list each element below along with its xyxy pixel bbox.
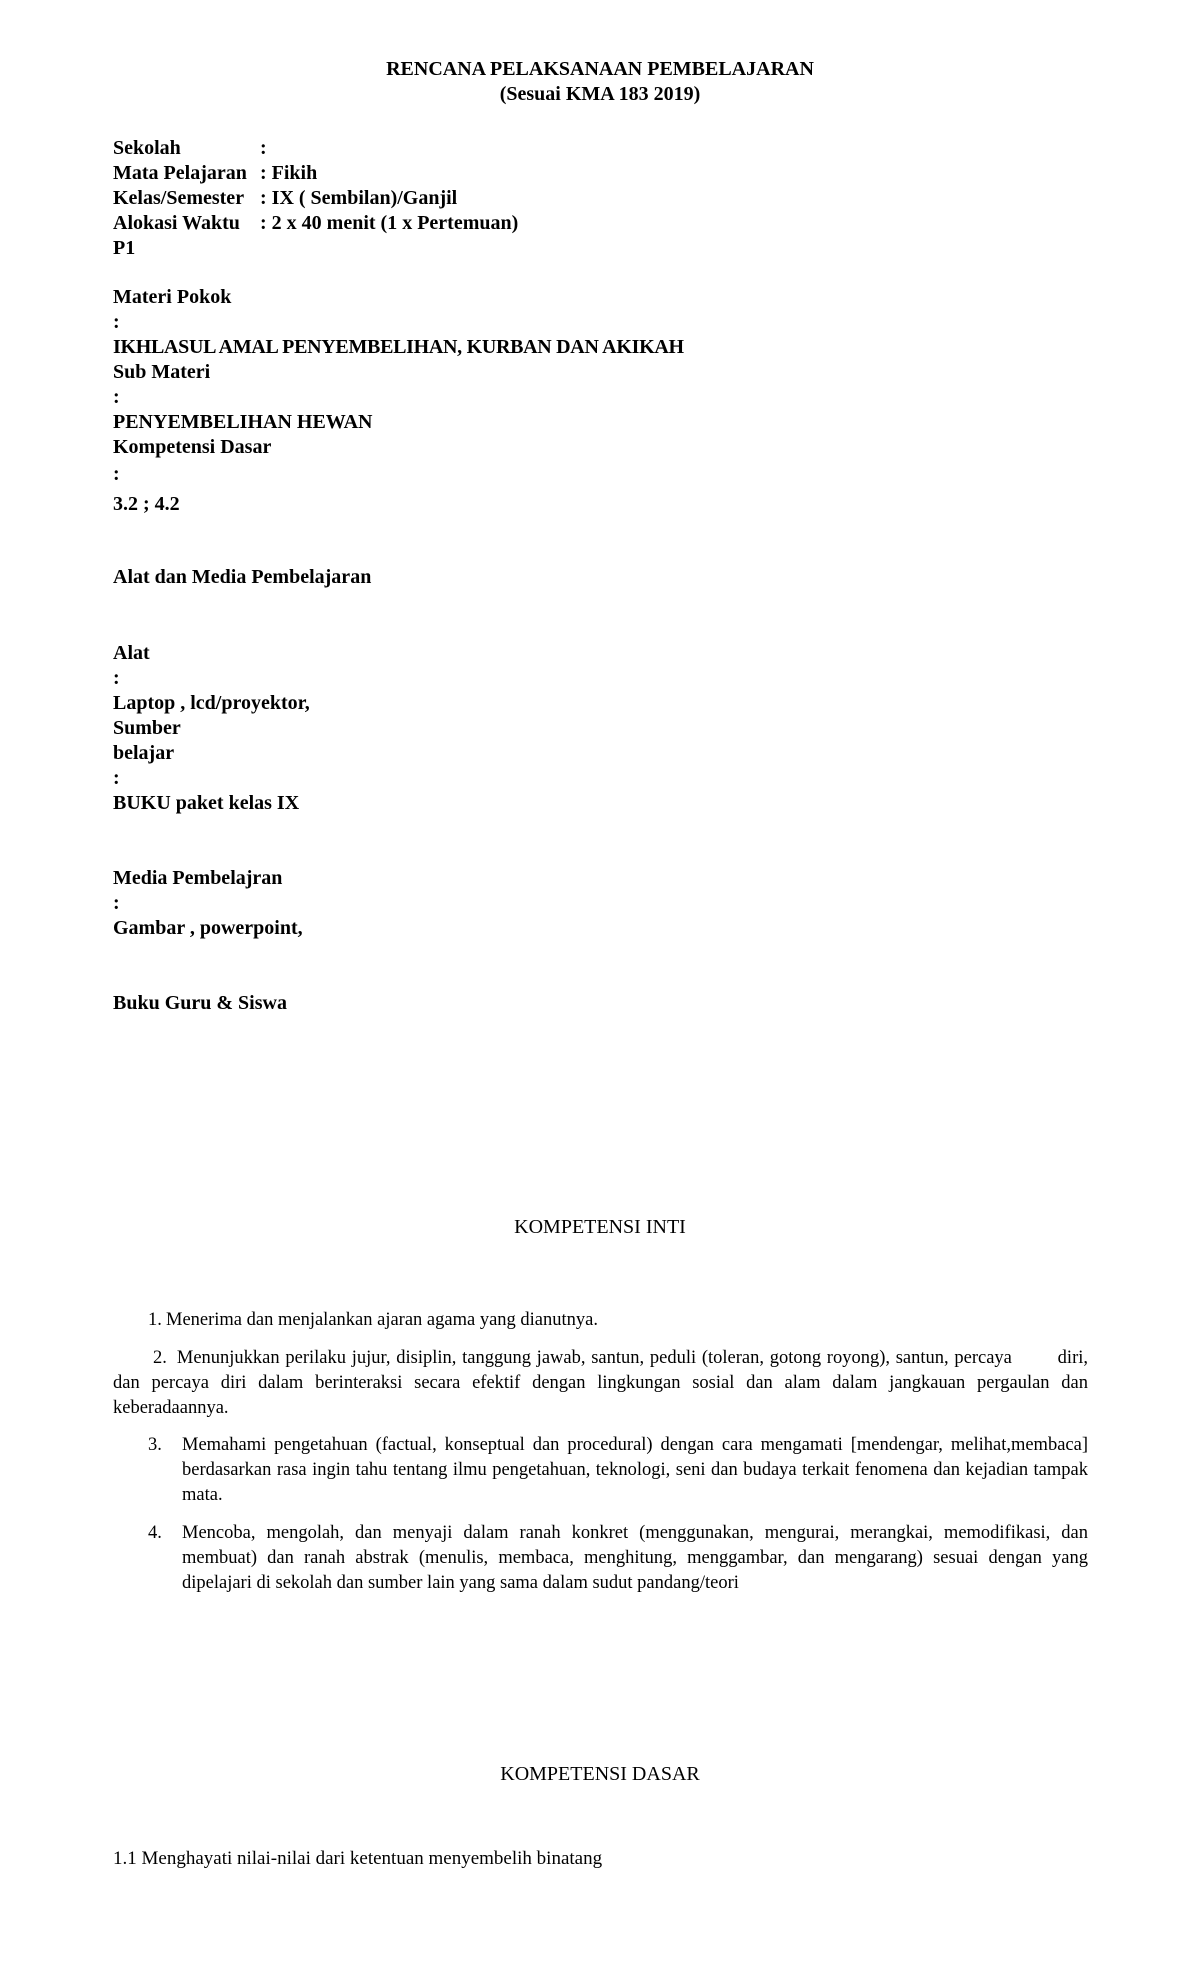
sekolah-label: Sekolah <box>113 137 181 159</box>
mapel-label: Mata Pelajaran <box>113 162 247 184</box>
media-heading: Alat dan Media Pembelajaran <box>113 566 372 588</box>
document-subtitle: (Sesuai KMA 183 2019) <box>499 83 701 105</box>
kd-label: Kompetensi Dasar <box>113 436 272 458</box>
kelas-row <box>113 186 457 210</box>
mapel-value: : Fikih <box>260 162 318 184</box>
kelas-value: : IX ( Sembilan)/Ganjil <box>260 187 458 209</box>
media-value: Gambar , powerpoint, <box>113 917 303 939</box>
materi-pokok-colon: : <box>113 311 120 333</box>
kd-item-1: 1.1 Menghayati nilai-nilai dari ketentuan menyembelih binatang <box>113 1848 603 1869</box>
ki-item-2 <box>113 1346 1093 1421</box>
kompetensi-inti-heading: KOMPETENSI INTI <box>514 1216 686 1238</box>
ki-item-1 <box>148 1308 1088 1333</box>
sumber-label-2: belajar <box>113 742 175 764</box>
ki-item-number: 4. <box>148 1523 162 1543</box>
ki-item-3 <box>148 1433 1088 1508</box>
sub-materi-colon: : <box>113 386 120 408</box>
ki-item-number: 1. <box>148 1310 162 1330</box>
ki-item-text: Menunjukkan perilaku jujur, disiplin, tanggung jawab, santun, peduli (toleran, gotong royong), santun, percaya diri, dan percaya diri dalam berinteraksi secara efektif dengan lingkungan sosial dan alam dalam jangkauan pergaulan dan keberadaannya. <box>113 1348 1093 1418</box>
sekolah-row <box>113 136 267 160</box>
ki-item-text: Mencoba, mengolah, dan menyaji dalam ranah konkret (menggunakan, mengurai, merangkai, memodifikasi, dan membuat) dan ranah abstrak (menulis, membaca, menghitung, menggambar, dan mengarang) sesuai dengan yang dipelajari di sekolah dan sumber lain yang sama dalam sudut pandang/teori <box>182 1523 1088 1593</box>
buku-value: Buku Guru & Siswa <box>113 992 287 1014</box>
ki-item-text: Menerima dan menjalankan ajaran agama yang dianutnya. <box>166 1310 598 1330</box>
document-title: RENCANA PELAKSANAAN PEMBELAJARAN <box>386 58 814 80</box>
sub-materi-label: Sub Materi <box>113 361 211 383</box>
alat-colon: : <box>113 667 120 689</box>
media-label: Media Pembelajran <box>113 867 283 889</box>
mapel-row <box>113 161 317 185</box>
materi-pokok-value: IKHLASUL AMAL PENYEMBELIHAN, KURBAN DAN AKIKAH <box>113 336 684 358</box>
alokasi-value: : 2 x 40 menit (1 x Pertemuan) <box>260 212 519 234</box>
alat-label: Alat <box>113 642 150 664</box>
ki-item-4 <box>148 1521 1088 1596</box>
ki-item-number: 2. <box>153 1348 167 1368</box>
sekolah-colon: : <box>260 137 267 159</box>
ki-item-text: Memahami pengetahuan (factual, konseptual dan procedural) dengan cara mengamati [mendengar, melihat,membaca] berdasarkan rasa ingin tahu tentang ilmu pengetahuan, teknologi, seni dan budaya terkait fenomena dan kejadian tampak mata. <box>182 1435 1088 1505</box>
sub-materi-value: PENYEMBELIHAN HEWAN <box>113 411 373 433</box>
kompetensi-dasar-heading: KOMPETENSI DASAR <box>500 1763 700 1785</box>
pertemuan-label: P1 <box>113 237 136 259</box>
materi-pokok-label: Materi Pokok <box>113 286 232 308</box>
sumber-value: BUKU paket kelas IX <box>113 792 300 814</box>
media-colon: : <box>113 892 120 914</box>
sumber-label-1: Sumber <box>113 717 181 739</box>
alokasi-row <box>113 211 518 235</box>
kelas-label: Kelas/Semester <box>113 187 245 209</box>
kd-colon: : <box>113 463 120 485</box>
alokasi-label: Alokasi Waktu <box>113 212 240 234</box>
kd-value: 3.2 ; 4.2 <box>113 493 180 515</box>
sumber-colon: : <box>113 767 120 789</box>
ki-item-number: 3. <box>148 1435 162 1455</box>
alat-value: Laptop , lcd/proyektor, <box>113 692 310 714</box>
